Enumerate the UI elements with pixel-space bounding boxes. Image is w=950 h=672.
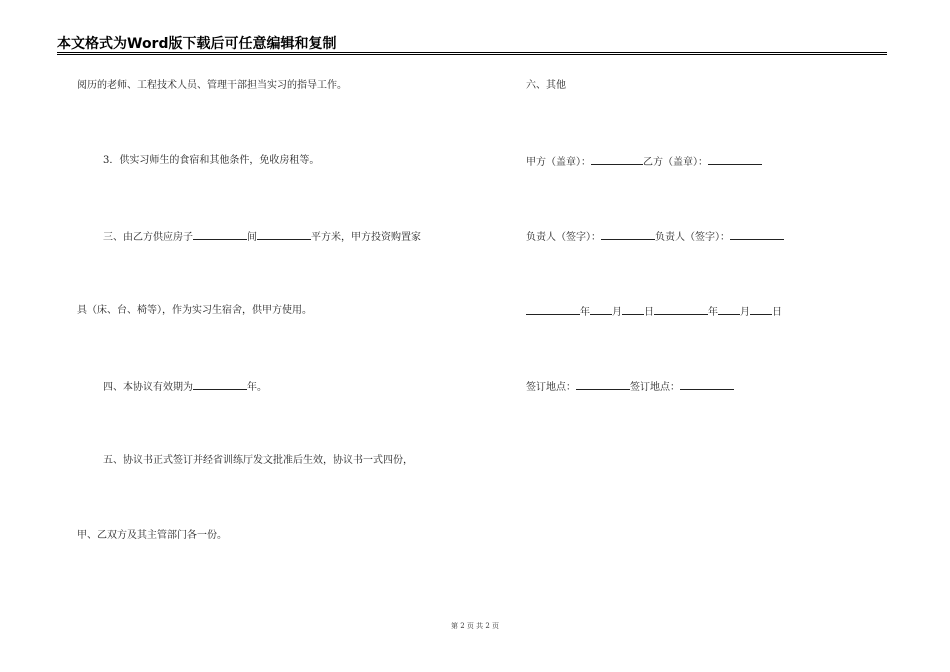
place-b-blank [680,380,734,390]
person-a-sign-blank [601,230,655,240]
left-paragraph-line-3 [103,230,421,244]
party-b-seal-label: 乙方（盖章）： [643,157,708,168]
header-divider [57,52,887,53]
section-title-other: 六、其他 [526,80,566,91]
place-b-label: 签订地点： [630,382,680,393]
party-b-seal-blank [708,155,762,165]
party-a-seal-label: 甲方（盖章）： [526,157,591,168]
year-b-label: 年 [708,307,718,318]
place-a-label: 签订地点： [526,382,576,393]
left-paragraph-line-5 [103,380,267,394]
left-paragraph-line-4: 具（床、台、椅等），作为实习生宿舍，供甲方使用。 [77,305,312,316]
day-b-label: 日 [772,307,782,318]
year-a-label: 年 [580,307,590,318]
housing-clause-unit-area: 平方米，甲方投资购置家 [311,232,421,243]
place-a-blank [576,380,630,390]
document-header: 本文格式为Word版下载后可任意编辑和复制 [57,36,337,52]
year-b-blank [654,305,708,315]
day-b-blank [750,305,772,315]
year-a-blank [526,305,580,315]
month-a-blank [590,305,612,315]
left-paragraph-line-2: 3．供实习师生的食宿和其他条件，免收房租等。 [103,155,320,166]
room-count-blank [193,230,247,240]
page-number: 第 2 页 共 2 页 [450,622,500,630]
party-a-seal-blank [591,155,643,165]
date-line [526,305,782,319]
day-a-blank [622,305,644,315]
month-b-label: 月 [740,307,750,318]
validity-clause-prefix: 四、本协议有效期为 [103,382,193,393]
month-b-blank [718,305,740,315]
signatory-line [526,230,784,244]
day-a-label: 日 [644,307,654,318]
left-paragraph-line-7: 甲、乙双方及其主管部门各一份。 [77,530,227,541]
area-blank [257,230,311,240]
person-b-sign-blank [730,230,784,240]
header-divider-secondary [57,54,887,55]
person-a-sign-label: 负责人（签字）： [526,232,601,243]
housing-clause-unit-rooms: 间 [247,232,257,243]
person-b-sign-label: 负责人（签字）： [655,232,730,243]
validity-years-blank [193,380,247,390]
party-seal-line [526,155,762,169]
signing-place-line [526,380,734,394]
housing-clause-prefix: 三、由乙方供应房子 [103,232,193,243]
left-paragraph-line-1: 阅历的老师、工程技术人员、管理干部担当实习的指导工作。 [77,80,347,91]
month-a-label: 月 [612,307,622,318]
left-paragraph-line-6: 五、协议书正式签订并经省训练厅发文批准后生效，协议书一式四份， [103,455,413,466]
validity-clause-suffix: 年。 [247,382,267,393]
